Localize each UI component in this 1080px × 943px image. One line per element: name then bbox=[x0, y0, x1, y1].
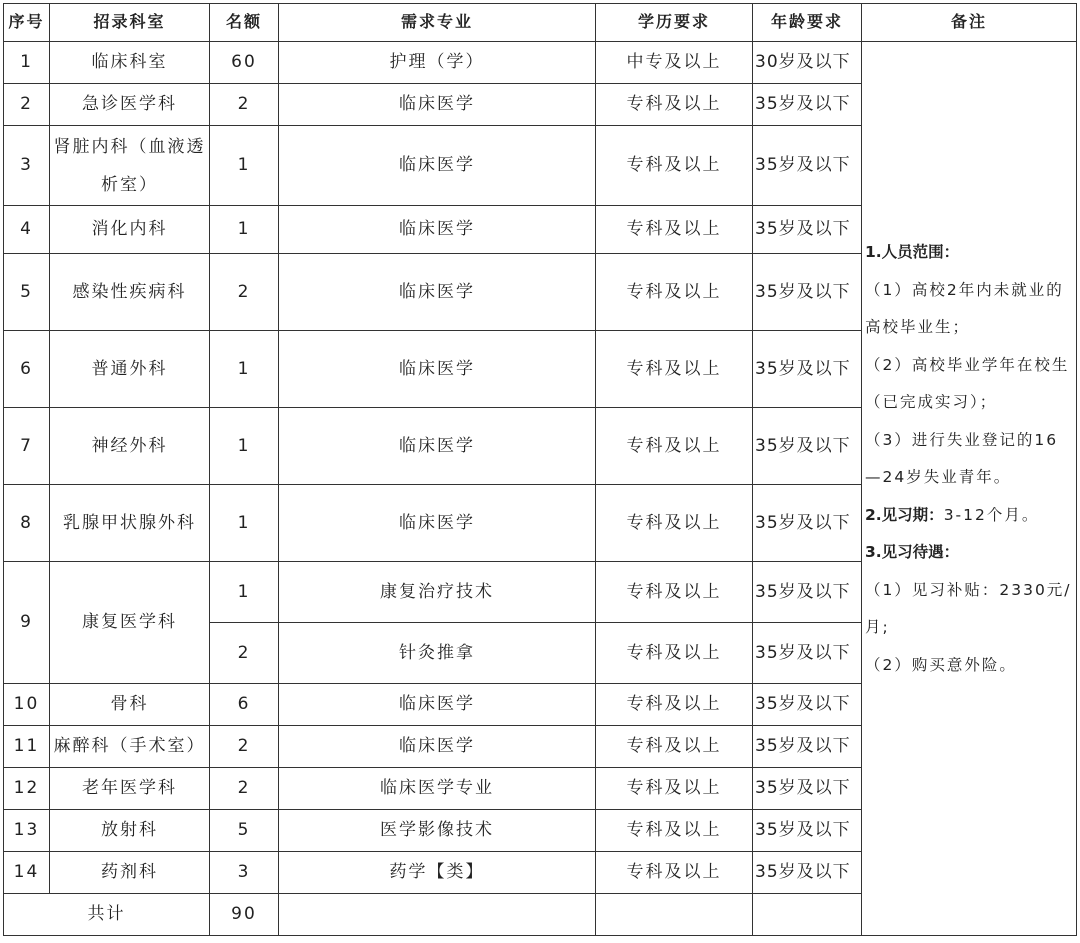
cell-age: 35岁及以下 bbox=[753, 485, 862, 562]
cell-count: 1 bbox=[210, 562, 279, 623]
cell-age: 35岁及以下 bbox=[753, 254, 862, 331]
cell-no: 6 bbox=[4, 331, 50, 408]
header-no: 序号 bbox=[4, 4, 50, 42]
cell-count: 2 bbox=[210, 768, 279, 810]
cell-dept: 药剂科 bbox=[50, 852, 210, 894]
notes-cell bbox=[862, 42, 1077, 936]
cell-edu: 专科及以上 bbox=[596, 206, 753, 254]
cell-age: 30岁及以下 bbox=[753, 42, 862, 84]
cell-major: 临床医学 bbox=[279, 206, 596, 254]
cell-major: 临床医学 bbox=[279, 126, 596, 206]
notes-section-2 bbox=[865, 497, 1072, 535]
cell-dept: 康复医学科 bbox=[50, 562, 210, 684]
cell-no: 8 bbox=[4, 485, 50, 562]
cell-age: 35岁及以下 bbox=[753, 206, 862, 254]
cell-edu: 专科及以上 bbox=[596, 84, 753, 126]
total-label: 共计 bbox=[4, 894, 210, 936]
cell-edu: 专科及以上 bbox=[596, 408, 753, 485]
cell-major: 临床医学 bbox=[279, 684, 596, 726]
cell-edu: 中专及以上 bbox=[596, 42, 753, 84]
table-row bbox=[4, 42, 1077, 84]
cell-count: 1 bbox=[210, 408, 279, 485]
cell-major: 医学影像技术 bbox=[279, 810, 596, 852]
cell-count: 1 bbox=[210, 331, 279, 408]
cell-major: 临床医学 bbox=[279, 254, 596, 331]
cell-dept: 骨科 bbox=[50, 684, 210, 726]
cell-major: 临床医学 bbox=[279, 485, 596, 562]
cell-edu: 专科及以上 bbox=[596, 126, 753, 206]
notes-s1-title: 1.人员范围： bbox=[865, 243, 960, 261]
header-edu: 学历要求 bbox=[596, 4, 753, 42]
cell-count: 2 bbox=[210, 623, 279, 684]
total-age-empty bbox=[753, 894, 862, 936]
cell-age: 35岁及以下 bbox=[753, 126, 862, 206]
cell-edu: 专科及以上 bbox=[596, 810, 753, 852]
cell-dept: 老年医学科 bbox=[50, 768, 210, 810]
cell-dept: 消化内科 bbox=[50, 206, 210, 254]
cell-major: 临床医学 bbox=[279, 331, 596, 408]
cell-major: 临床医学专业 bbox=[279, 768, 596, 810]
cell-no: 1 bbox=[4, 42, 50, 84]
cell-major: 药学【类】 bbox=[279, 852, 596, 894]
header-dept: 招录科室 bbox=[50, 4, 210, 42]
cell-dept: 放射科 bbox=[50, 810, 210, 852]
cell-no: 12 bbox=[4, 768, 50, 810]
cell-edu: 专科及以上 bbox=[596, 684, 753, 726]
cell-count: 1 bbox=[210, 485, 279, 562]
cell-dept: 急诊医学科 bbox=[50, 84, 210, 126]
cell-dept: 肾脏内科（血液透析室） bbox=[50, 126, 210, 206]
notes-section-3 bbox=[865, 534, 1072, 572]
cell-major: 康复治疗技术 bbox=[279, 562, 596, 623]
cell-major: 临床医学 bbox=[279, 84, 596, 126]
total-count: 90 bbox=[210, 894, 279, 936]
cell-age: 35岁及以下 bbox=[753, 562, 862, 623]
cell-edu: 专科及以上 bbox=[596, 726, 753, 768]
cell-dept: 神经外科 bbox=[50, 408, 210, 485]
recruitment-table bbox=[3, 3, 1077, 936]
cell-age: 35岁及以下 bbox=[753, 408, 862, 485]
cell-no: 3 bbox=[4, 126, 50, 206]
cell-age: 35岁及以下 bbox=[753, 810, 862, 852]
cell-count: 2 bbox=[210, 726, 279, 768]
cell-edu: 专科及以上 bbox=[596, 254, 753, 331]
notes-s3-item1: （1）见习补贴：2330元/月; bbox=[865, 580, 1072, 636]
cell-major: 临床医学 bbox=[279, 408, 596, 485]
cell-count: 6 bbox=[210, 684, 279, 726]
cell-dept: 麻醉科（手术室） bbox=[50, 726, 210, 768]
cell-age: 35岁及以下 bbox=[753, 726, 862, 768]
header-age: 年龄要求 bbox=[753, 4, 862, 42]
cell-major: 护理（学） bbox=[279, 42, 596, 84]
notes-s2-title: 2.见习期： bbox=[865, 505, 944, 524]
notes-s1-item1: （1）高校2年内未就业的高校毕业生； bbox=[865, 280, 1064, 336]
notes-s2-text: 3-12个月。 bbox=[943, 505, 1040, 524]
cell-age: 35岁及以下 bbox=[753, 331, 862, 408]
header-major: 需求专业 bbox=[279, 4, 596, 42]
cell-age: 35岁及以下 bbox=[753, 852, 862, 894]
cell-count: 3 bbox=[210, 852, 279, 894]
cell-edu: 专科及以上 bbox=[596, 485, 753, 562]
cell-no: 10 bbox=[4, 684, 50, 726]
cell-count: 1 bbox=[210, 206, 279, 254]
notes-s3-item2: （2）购买意外险。 bbox=[865, 655, 1017, 674]
cell-count: 2 bbox=[210, 84, 279, 126]
cell-no: 9 bbox=[4, 562, 50, 684]
cell-edu: 专科及以上 bbox=[596, 768, 753, 810]
header-row bbox=[4, 4, 1077, 42]
total-major-empty bbox=[279, 894, 596, 936]
cell-major: 针灸推拿 bbox=[279, 623, 596, 684]
cell-major: 临床医学 bbox=[279, 726, 596, 768]
cell-dept: 临床科室 bbox=[50, 42, 210, 84]
cell-no: 2 bbox=[4, 84, 50, 126]
cell-edu: 专科及以上 bbox=[596, 331, 753, 408]
cell-no: 11 bbox=[4, 726, 50, 768]
cell-edu: 专科及以上 bbox=[596, 562, 753, 623]
cell-age: 35岁及以下 bbox=[753, 84, 862, 126]
cell-age: 35岁及以下 bbox=[753, 768, 862, 810]
cell-no: 5 bbox=[4, 254, 50, 331]
cell-no: 7 bbox=[4, 408, 50, 485]
cell-no: 13 bbox=[4, 810, 50, 852]
total-edu-empty bbox=[596, 894, 753, 936]
header-count: 名额 bbox=[210, 4, 279, 42]
cell-dept: 乳腺甲状腺外科 bbox=[50, 485, 210, 562]
cell-count: 1 bbox=[210, 126, 279, 206]
cell-count: 5 bbox=[210, 810, 279, 852]
notes-section-1 bbox=[865, 234, 1072, 272]
cell-age: 35岁及以下 bbox=[753, 684, 862, 726]
notes-s1-item2: （2）高校毕业学年在校生（已完成实习）； bbox=[865, 355, 1070, 411]
cell-age: 35岁及以下 bbox=[753, 623, 862, 684]
notes-s3-title: 3.见习待遇： bbox=[865, 543, 960, 561]
cell-no: 4 bbox=[4, 206, 50, 254]
header-notes: 备注 bbox=[862, 4, 1077, 42]
cell-count: 2 bbox=[210, 254, 279, 331]
notes-s1-item3: （3）进行失业登记的16—24岁失业青年。 bbox=[865, 430, 1059, 486]
cell-dept: 感染性疾病科 bbox=[50, 254, 210, 331]
cell-no: 14 bbox=[4, 852, 50, 894]
cell-edu: 专科及以上 bbox=[596, 852, 753, 894]
cell-dept: 普通外科 bbox=[50, 331, 210, 408]
cell-edu: 专科及以上 bbox=[596, 623, 753, 684]
cell-count: 60 bbox=[210, 42, 279, 84]
